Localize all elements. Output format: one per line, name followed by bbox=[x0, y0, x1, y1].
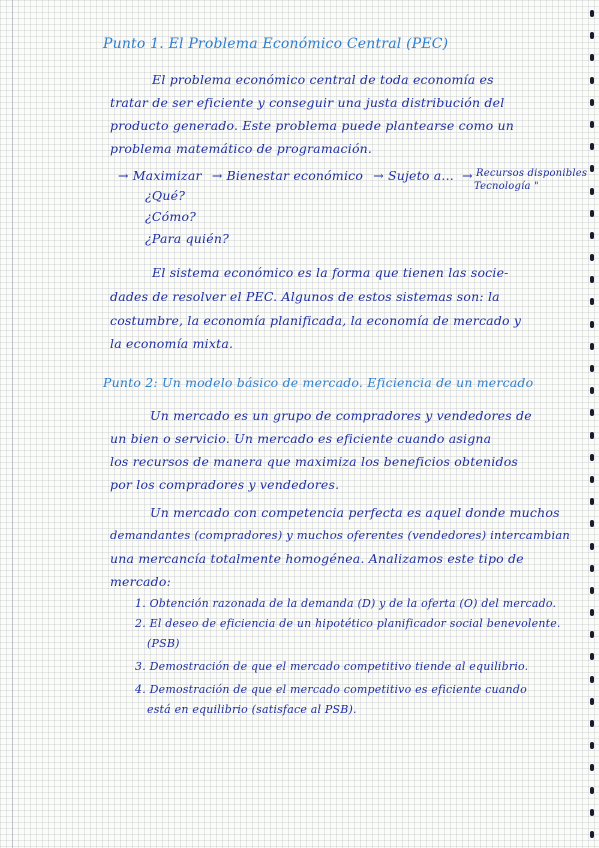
binding-hole bbox=[590, 32, 594, 39]
p4-line-2: demandantes (compradores) y muchos oferentes (vendedores) intercambian bbox=[110, 528, 571, 542]
binding-hole bbox=[590, 631, 594, 638]
binding-hole bbox=[590, 232, 594, 239]
heading-punto-2: Punto 2: Un modelo básico de mercado. Eficiencia de un mercado bbox=[103, 375, 534, 390]
binding-hole bbox=[590, 409, 594, 416]
p1-line-4: problema matemático de programación. bbox=[110, 141, 373, 156]
binding-hole bbox=[590, 343, 594, 350]
list-item-1: 1. Obtención razonada de la demanda (D) y de la oferta (O) del mercado. bbox=[135, 597, 557, 610]
p3-line-4: por los compradores y vendedores. bbox=[110, 477, 340, 492]
binding-hole bbox=[590, 764, 594, 771]
spiral-binding-holes bbox=[587, 10, 597, 838]
list-item-2: 2. El deseo de eficiencia de un hipotético planificador social benevolente. bbox=[135, 617, 561, 630]
binding-hole bbox=[590, 653, 594, 660]
binding-hole bbox=[590, 387, 594, 394]
chain-tecnologia: Tecnología " bbox=[474, 181, 539, 192]
binding-hole bbox=[590, 54, 594, 61]
arrow-3: → bbox=[373, 168, 384, 183]
binding-hole bbox=[590, 454, 594, 461]
question-como: ¿Cómo? bbox=[145, 209, 197, 224]
arrow-1: → bbox=[118, 168, 129, 183]
binding-hole bbox=[590, 143, 594, 150]
binding-hole bbox=[590, 77, 594, 84]
notebook-margin-line bbox=[12, 0, 13, 848]
binding-hole bbox=[590, 321, 594, 328]
list-item-4-cont: está en equilibrio (satisface al PSB). bbox=[147, 703, 357, 716]
binding-hole bbox=[590, 165, 594, 172]
binding-hole bbox=[590, 720, 594, 727]
p2-line-2: dades de resolver el PEC. Algunos de estos sistemas son: la bbox=[110, 289, 500, 304]
binding-hole bbox=[590, 742, 594, 749]
p1-line-2: tratar de ser eficiente y conseguir una justa distribución del bbox=[110, 95, 505, 110]
p3-line-3: los recursos de manera que maximiza los beneficios obtenidos bbox=[110, 454, 519, 469]
p3-line-2: un bien o servicio. Un mercado es eficiente cuando asigna bbox=[110, 431, 492, 446]
binding-hole bbox=[590, 520, 594, 527]
question-que: ¿Qué? bbox=[145, 188, 186, 203]
question-para-quien: ¿Para quién? bbox=[145, 231, 230, 246]
p3-line-1: Un mercado es un grupo de compradores y vendedores de bbox=[150, 408, 532, 423]
binding-hole bbox=[590, 565, 594, 572]
binding-hole bbox=[590, 609, 594, 616]
chain-maximizar bbox=[118, 168, 477, 183]
binding-hole bbox=[590, 543, 594, 550]
arrow-4: → bbox=[462, 168, 473, 183]
p1-line-1: El problema económico central de toda economía es bbox=[152, 72, 494, 87]
p2-line-3: costumbre, la economía planificada, la economía de mercado y bbox=[110, 313, 522, 328]
binding-hole bbox=[590, 188, 594, 195]
chain-item-2: Bienestar económico bbox=[226, 168, 364, 183]
p4-line-4: mercado: bbox=[110, 574, 172, 589]
binding-hole bbox=[590, 587, 594, 594]
p4-line-3: una mercancía totalmente homogénea. Analizamos este tipo de bbox=[110, 551, 524, 566]
binding-hole bbox=[590, 476, 594, 483]
arrow-2: → bbox=[211, 168, 223, 183]
binding-hole bbox=[590, 432, 594, 439]
binding-hole bbox=[590, 10, 594, 17]
binding-hole bbox=[590, 676, 594, 683]
binding-hole bbox=[590, 276, 594, 283]
binding-hole bbox=[590, 210, 594, 217]
list-item-2-cont: (PSB) bbox=[147, 637, 180, 650]
binding-hole bbox=[590, 698, 594, 705]
chain-item-3: Sujeto a... bbox=[387, 168, 454, 183]
binding-hole bbox=[590, 99, 594, 106]
binding-hole bbox=[590, 787, 594, 794]
chain-item-1: Maximizar bbox=[132, 168, 202, 183]
binding-hole bbox=[590, 831, 594, 838]
list-item-3: 3. Demostración de que el mercado competitivo tiende al equilibrio. bbox=[135, 660, 529, 673]
binding-hole bbox=[590, 121, 594, 128]
binding-hole bbox=[590, 809, 594, 816]
list-item-4: 4. Demostración de que el mercado competitivo es eficiente cuando bbox=[135, 683, 527, 696]
binding-hole bbox=[590, 498, 594, 505]
p4-line-1: Un mercado con competencia perfecta es aquel donde muchos bbox=[150, 505, 560, 520]
p2-line-4: la economía mixta. bbox=[110, 336, 234, 351]
chain-recursos: Recursos disponibles bbox=[476, 168, 588, 179]
binding-hole bbox=[590, 365, 594, 372]
p1-line-3: producto generado. Este problema puede plantearse como un bbox=[110, 118, 515, 133]
p2-line-1: El sistema económico es la forma que tienen las socie- bbox=[152, 265, 509, 280]
binding-hole bbox=[590, 298, 594, 305]
heading-punto-1: Punto 1. El Problema Económico Central (PEC) bbox=[103, 36, 449, 52]
binding-hole bbox=[590, 254, 594, 261]
